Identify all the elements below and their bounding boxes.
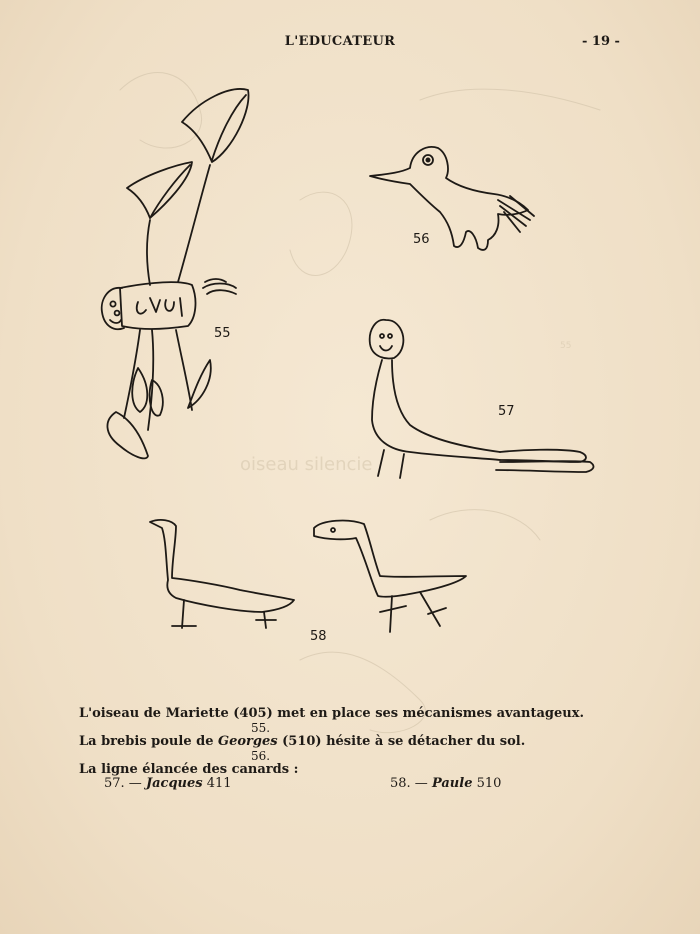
credit-id: 510 xyxy=(476,776,502,791)
caption-text: La brebis poule de xyxy=(79,734,219,749)
page-number: - 19 - xyxy=(582,34,620,49)
figure-number: 56 xyxy=(413,232,430,247)
svg-text:oiseau silencie: oiseau silencie xyxy=(240,454,373,475)
drawing-56 xyxy=(370,147,534,250)
drawing-55 xyxy=(102,89,249,458)
credit-number: 57. — xyxy=(104,776,142,791)
caption-text: (510) hésite à se détacher du sol. xyxy=(277,734,526,749)
credit-57 xyxy=(104,776,232,791)
figure-number: 58 xyxy=(310,629,327,644)
figure-number: 55 xyxy=(214,326,231,341)
caption-line xyxy=(79,734,599,750)
caption-block xyxy=(79,706,599,778)
credit-number: 58. — xyxy=(390,776,428,791)
caption-figure-ref: 55. xyxy=(251,721,271,735)
caption-line: L'oiseau de Mariette (405) met en place ses mécanismes avantageux. xyxy=(79,706,584,721)
credit-id: 411 xyxy=(206,776,232,791)
svg-text:55: 55 xyxy=(560,341,572,351)
bleed-through-ghost xyxy=(120,73,600,733)
caption-line: La ligne élancée des canards : xyxy=(79,762,299,777)
figure-number: 57 xyxy=(498,404,515,419)
credit-author: Paule xyxy=(431,776,473,791)
credit-author: Jacques xyxy=(145,776,203,791)
caption-author: Georges xyxy=(218,734,278,749)
credit-58 xyxy=(390,776,501,791)
drawing-58 xyxy=(150,520,466,644)
caption-figure-ref: 56. xyxy=(251,749,271,763)
journal-title: L'EDUCATEUR xyxy=(284,34,396,49)
